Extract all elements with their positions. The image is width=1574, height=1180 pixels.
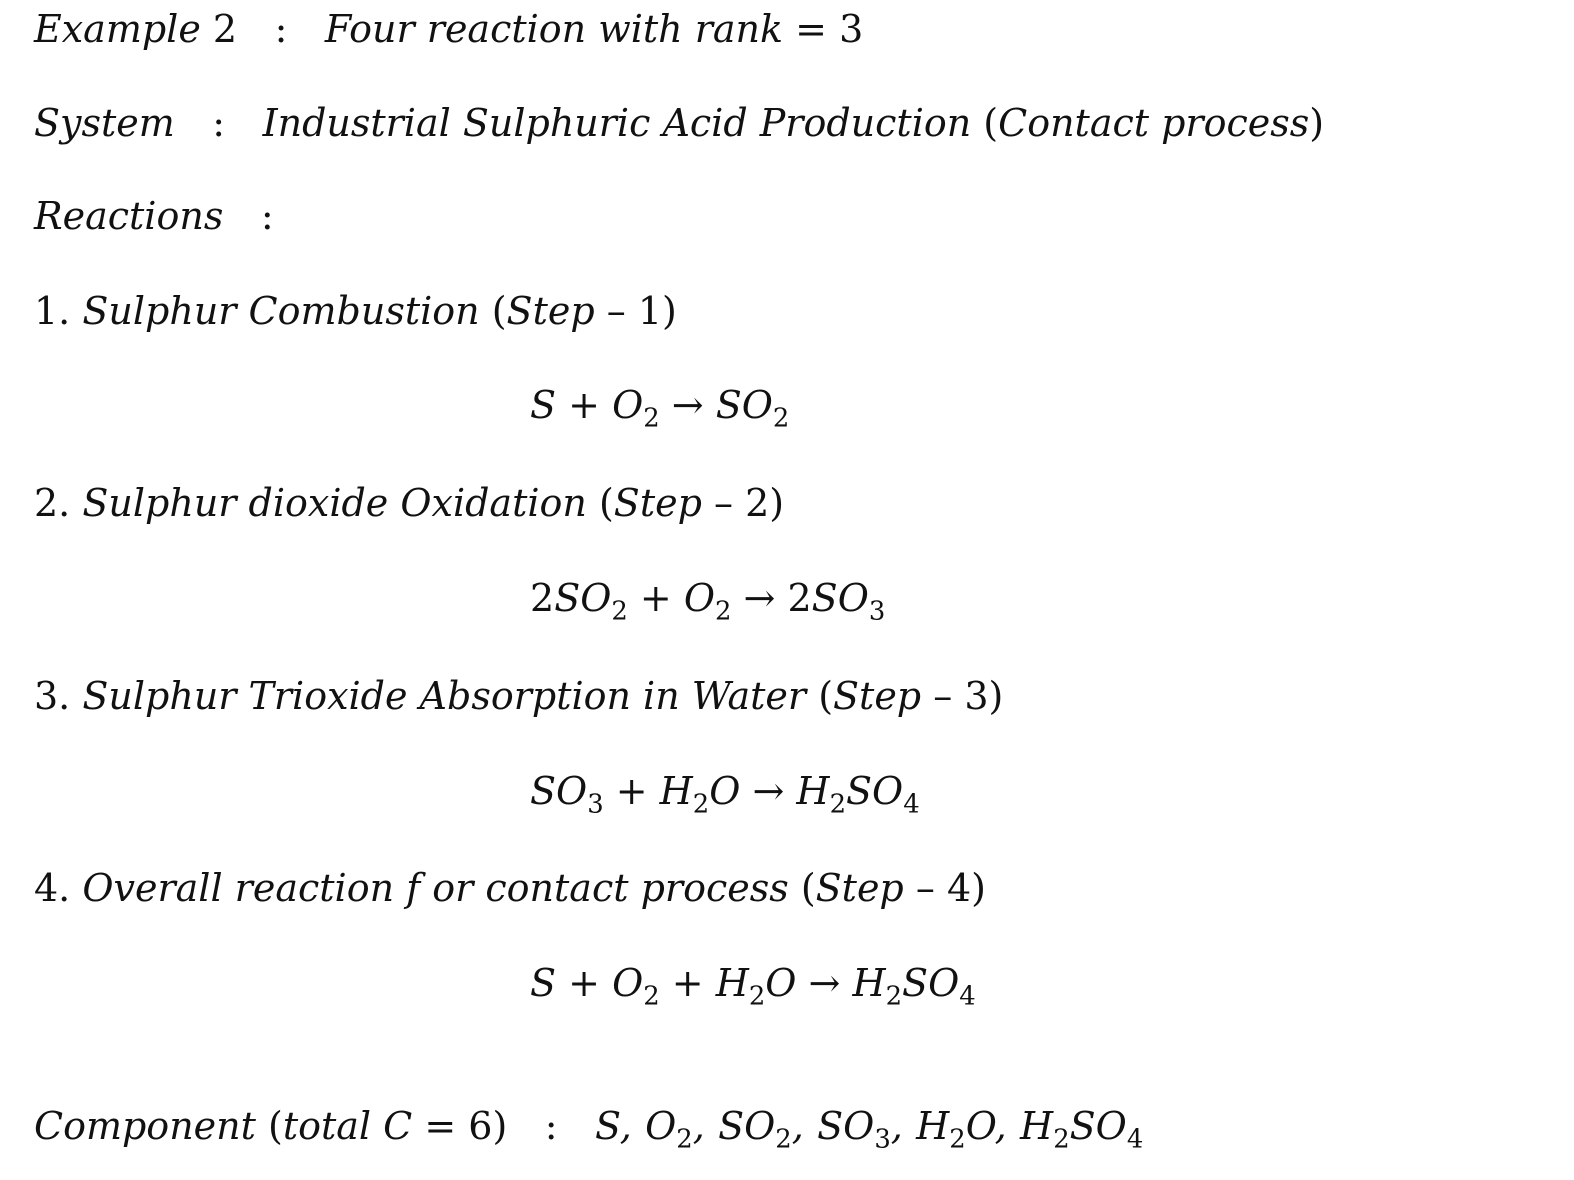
eq4-reactant-o2 bbox=[612, 961, 660, 1012]
eq4-reactant-h2o bbox=[715, 961, 797, 1012]
eq3-arrow: → bbox=[752, 769, 785, 813]
eq3-plus: + bbox=[615, 769, 648, 813]
eq2-product-2so3 bbox=[787, 576, 886, 627]
eq2-so3: SO bbox=[811, 576, 869, 620]
eq3-product-h2so4 bbox=[796, 769, 920, 820]
components-equals: = bbox=[424, 1104, 457, 1148]
component-sub: 3 bbox=[874, 1124, 891, 1155]
eq2-coef-1: 2 bbox=[530, 576, 555, 620]
components-separator: : bbox=[544, 1104, 558, 1148]
step-2-heading bbox=[34, 481, 785, 525]
component-comma: , bbox=[791, 1104, 804, 1148]
system-paren-close: ) bbox=[1309, 101, 1325, 145]
component-item bbox=[595, 1104, 620, 1148]
component-base: SO bbox=[817, 1104, 875, 1148]
component-comma: , bbox=[890, 1104, 903, 1148]
step-3-title: Sulphur Trioxide Absorption in Water bbox=[82, 674, 807, 718]
component-base: S bbox=[595, 1104, 620, 1148]
step-1-equation bbox=[530, 383, 790, 434]
eq1-o: O bbox=[612, 383, 644, 427]
components-paren-open: ( bbox=[268, 1104, 283, 1148]
components-total-word: total C bbox=[282, 1104, 413, 1148]
system-detail: Contact process bbox=[998, 101, 1310, 145]
system-name: Industrial Sulphuric Acid Production bbox=[262, 101, 972, 145]
components-label: Component bbox=[34, 1104, 256, 1148]
component-base: SO bbox=[718, 1104, 776, 1148]
eq4-h-sub: 2 bbox=[748, 981, 766, 1012]
eq3-prod-so: SO bbox=[846, 769, 904, 813]
components-line bbox=[34, 1104, 1144, 1155]
eq4-plus-1: + bbox=[568, 961, 600, 1005]
eq4-arrow: → bbox=[808, 961, 841, 1005]
example-separator: : bbox=[274, 7, 288, 51]
step-1-index: 1. bbox=[34, 289, 71, 333]
eq2-coef-2: 2 bbox=[787, 576, 812, 620]
components-total: 6 bbox=[468, 1104, 493, 1148]
component-item bbox=[645, 1104, 693, 1155]
step-3-heading bbox=[34, 674, 1004, 718]
step-2-word: Step bbox=[613, 481, 702, 525]
step-4-equation bbox=[530, 961, 976, 1012]
reactions-label: Reactions bbox=[34, 194, 224, 238]
eq4-prod-h-sub: 2 bbox=[885, 981, 903, 1012]
component-item bbox=[916, 1104, 995, 1155]
eq4-h: H bbox=[715, 961, 749, 1005]
component-base: H bbox=[1020, 1104, 1054, 1148]
component-comma: , bbox=[619, 1104, 632, 1148]
eq3-so: SO bbox=[530, 769, 588, 813]
eq3-h-sub: 2 bbox=[692, 789, 710, 820]
eq3-prod-h: H bbox=[796, 769, 830, 813]
eq1-arrow: → bbox=[671, 383, 704, 427]
eq2-reactant-2so2 bbox=[530, 576, 628, 627]
step-4-title: Overall reaction f or contact process bbox=[82, 866, 789, 910]
component-list bbox=[595, 1104, 1144, 1155]
eq3-h: H bbox=[659, 769, 693, 813]
example-description: Four reaction with rank bbox=[324, 7, 784, 51]
step-3-dash: – bbox=[933, 674, 953, 718]
eq1-o-sub: 2 bbox=[643, 403, 660, 434]
eq3-prod-h-sub: 2 bbox=[829, 789, 846, 820]
eq4-o-sub: 2 bbox=[643, 981, 660, 1012]
eq3-so-sub: 3 bbox=[587, 789, 604, 820]
eq2-so3-sub: 3 bbox=[868, 596, 886, 627]
step-2-equation bbox=[530, 576, 886, 627]
example-label: Example bbox=[34, 7, 201, 51]
components-paren-close: ) bbox=[492, 1104, 508, 1148]
component-base: O bbox=[645, 1104, 677, 1148]
step-4-dash: – bbox=[915, 866, 935, 910]
step-4-index: 4. bbox=[34, 866, 71, 910]
example-equals: = bbox=[795, 7, 827, 51]
step-1-paren-close: ) bbox=[662, 289, 677, 333]
step-2-index: 2. bbox=[34, 481, 71, 525]
step-2-paren-open: ( bbox=[598, 481, 614, 525]
eq1-so: SO bbox=[715, 383, 773, 427]
step-4-word: Step bbox=[815, 866, 904, 910]
step-2-title: Sulphur dioxide Oxidation bbox=[82, 481, 587, 525]
step-4-number: 4 bbox=[946, 866, 972, 910]
step-1-heading bbox=[34, 289, 677, 333]
eq2-plus: + bbox=[639, 576, 672, 620]
component-comma: , bbox=[994, 1104, 1007, 1148]
eq4-prod-so-sub: 4 bbox=[959, 981, 976, 1012]
eq2-arrow: → bbox=[743, 576, 776, 620]
eq4-o: O bbox=[612, 961, 644, 1005]
step-2-number: 2 bbox=[745, 481, 770, 525]
step-4-paren-close: ) bbox=[971, 866, 986, 910]
component-item bbox=[817, 1104, 891, 1155]
component-item bbox=[718, 1104, 792, 1155]
eq4-plus-2: + bbox=[671, 961, 704, 1005]
step-4-heading bbox=[34, 866, 986, 910]
component-sub-2: 4 bbox=[1126, 1124, 1144, 1155]
eq2-o: O bbox=[683, 576, 715, 620]
step-1-paren-open: ( bbox=[491, 289, 507, 333]
step-3-paren-open: ( bbox=[818, 674, 834, 718]
component-sub: 2 bbox=[949, 1124, 966, 1155]
eq2-so: SO bbox=[554, 576, 612, 620]
eq4-prod-so: SO bbox=[902, 961, 960, 1005]
component-sub: 2 bbox=[1053, 1124, 1070, 1155]
eq4-product-h2so4 bbox=[852, 961, 976, 1012]
eq4-prod-h: H bbox=[852, 961, 886, 1005]
example-rank: 3 bbox=[839, 7, 864, 51]
eq2-reactant-o2 bbox=[683, 576, 732, 627]
step-3-index: 3. bbox=[34, 674, 71, 718]
eq4-water-o: O bbox=[765, 961, 797, 1005]
eq4-reactant-s: S bbox=[530, 961, 557, 1005]
eq1-reactant-o2 bbox=[612, 383, 660, 434]
example-heading bbox=[34, 7, 864, 51]
reactions-heading bbox=[34, 194, 274, 238]
step-3-equation bbox=[530, 769, 920, 820]
reactions-separator: : bbox=[260, 194, 274, 238]
eq2-so-sub: 2 bbox=[611, 596, 628, 627]
step-1-title: Sulphur Combustion bbox=[82, 289, 480, 333]
eq3-reactant-so3 bbox=[530, 769, 604, 820]
example-number: 2 bbox=[212, 7, 238, 51]
system-paren-open: ( bbox=[983, 101, 999, 145]
step-3-word: Step bbox=[833, 674, 922, 718]
eq1-plus: + bbox=[568, 383, 600, 427]
step-3-paren-close: ) bbox=[988, 674, 1004, 718]
step-2-paren-close: ) bbox=[769, 481, 785, 525]
eq3-prod-so-sub: 4 bbox=[903, 789, 920, 820]
component-comma: , bbox=[692, 1104, 705, 1148]
system-line bbox=[34, 101, 1325, 145]
step-1-number: 1 bbox=[637, 289, 663, 333]
step-1-dash: – bbox=[606, 289, 626, 333]
step-3-number: 3 bbox=[964, 674, 989, 718]
eq3-o: O bbox=[709, 769, 741, 813]
system-separator: : bbox=[212, 101, 226, 145]
component-sub: 2 bbox=[676, 1124, 693, 1155]
component-item bbox=[1020, 1104, 1144, 1155]
eq3-reactant-h2o bbox=[659, 769, 741, 820]
component-base-2: SO bbox=[1069, 1104, 1127, 1148]
step-1-word: Step bbox=[506, 289, 595, 333]
eq1-product-so2 bbox=[715, 383, 790, 434]
eq2-o-sub: 2 bbox=[715, 596, 732, 627]
step-4-paren-open: ( bbox=[800, 866, 816, 910]
step-2-dash: – bbox=[714, 481, 734, 525]
eq1-so-sub: 2 bbox=[772, 403, 790, 434]
component-sub: 2 bbox=[775, 1124, 792, 1155]
eq1-reactant-s: S bbox=[530, 383, 557, 427]
component-base: H bbox=[916, 1104, 950, 1148]
system-label: System bbox=[34, 101, 175, 145]
component-base-2: O bbox=[965, 1104, 995, 1148]
